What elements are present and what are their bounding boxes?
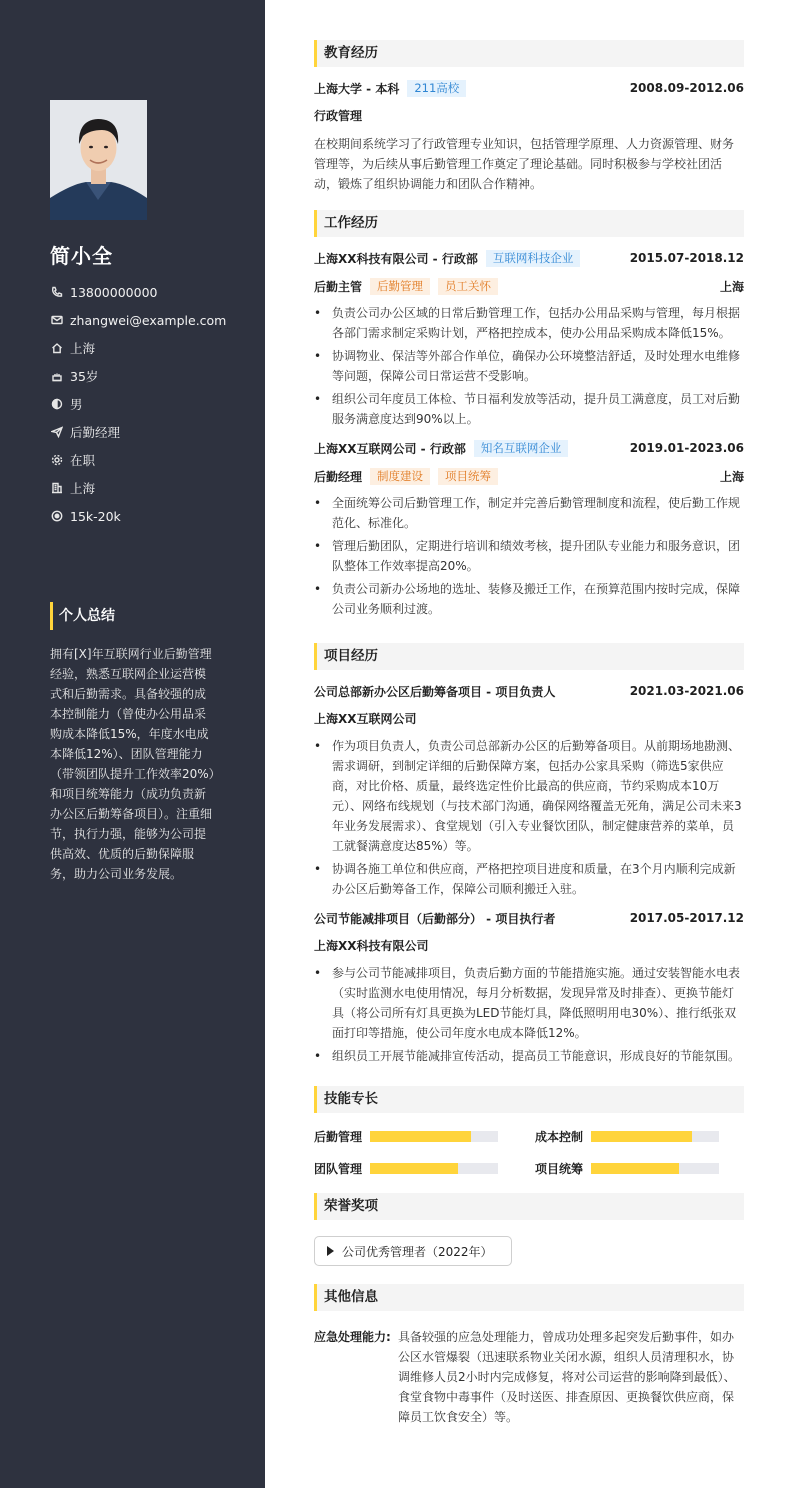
- info-phone-text: 13800000000: [70, 284, 158, 300]
- skill-bar-fill: [591, 1163, 679, 1174]
- candidate-name: 简小全: [50, 244, 113, 268]
- skill-name: 成本控制: [535, 1130, 584, 1144]
- job-duty-item: • 组织公司年度员工体检、节日福利发放等活动，提升员工满意度，员工对后勤服务满意度达到90%以上。: [314, 389, 744, 429]
- job-position: 后勤经理: [314, 469, 363, 484]
- education-date: 2008.09-2012.06: [629, 81, 744, 95]
- send-icon: [50, 425, 64, 439]
- phone-icon: [50, 285, 64, 299]
- skill-item: [314, 1159, 535, 1178]
- home-icon: [50, 341, 64, 355]
- job-header-row: [314, 439, 744, 457]
- awards-heading: 荣誉奖项: [314, 1193, 744, 1220]
- job-position: 后勤主管: [314, 279, 363, 294]
- skill-bar: [370, 1163, 498, 1174]
- age-icon: [50, 369, 64, 383]
- salary-icon: [50, 509, 64, 523]
- projects-heading: 项目经历: [314, 643, 744, 670]
- info-email: [50, 306, 226, 334]
- school-name: 上海大学 - 本科: [314, 81, 400, 96]
- job-date: 2015.07-2018.12: [629, 251, 744, 265]
- project-date: 2021.03-2021.06: [629, 684, 744, 698]
- job-company: 上海XX科技有限公司 - 行政部: [314, 251, 478, 266]
- job-position-row: [314, 277, 744, 295]
- sidebar: [0, 0, 265, 1488]
- job-duty-item: • 负责公司办公区域的日常后勤管理工作，包括办公用品采购与管理，每月根据各部门需求制定采购计划，严格把控成本，使办公用品采购成本降低15%。: [314, 303, 744, 343]
- info-age: [50, 362, 226, 390]
- info-salary: [50, 502, 226, 530]
- job-position-row: [314, 467, 744, 485]
- projects-section: [314, 643, 744, 1066]
- work-heading: 工作经历: [314, 210, 744, 237]
- skill-name: 后勤管理: [314, 1130, 363, 1144]
- job-city: 上海: [719, 279, 744, 294]
- project-name: 公司总部新办公区后勤筹备项目 - 项目负责人: [314, 684, 556, 699]
- education-heading: 教育经历: [314, 40, 744, 67]
- project-header-row: [314, 682, 744, 700]
- other-info-text: 具备较强的应急处理能力，曾成功处理多起突发后勤事件，如办公区水管爆裂（迅速联系物业关闭水源，组织人员清理积水，协调维修人员2小时内完成修复，将对公司运营的影响降到最低）、食堂食物中毒事件（及时送医、排查原因、更换餐饮供应商，保障员工饮食安全）等。: [398, 1330, 736, 1424]
- job-skill-tag: 员工关怀: [438, 278, 498, 295]
- job-duty-item: • 负责公司新办公场地的选址、装修及搬迁工作，在预算范围内按时完成，保障公司业务顺利过渡。: [314, 579, 744, 619]
- job-company: 上海XX互联网公司 - 行政部: [314, 441, 466, 456]
- project-details: [314, 963, 744, 1066]
- avatar: [50, 100, 147, 220]
- awards-section: [314, 1193, 744, 1266]
- skill-item: [535, 1127, 744, 1146]
- award-label: 公司优秀管理者（2022年）: [342, 1244, 493, 1259]
- info-status: [50, 446, 226, 474]
- project-name: 公司节能减排项目（后勤部分） - 项目执行者: [314, 911, 556, 926]
- mail-icon: [50, 313, 64, 327]
- job-header-row: [314, 249, 744, 267]
- main-content: [314, 40, 744, 1427]
- project-details: [314, 736, 744, 899]
- info-age-text: 35岁: [70, 369, 99, 384]
- project-detail-item: • 协调各施工单位和供应商，严格把控项目进度和质量，在3个月内顺利完成新办公区后勤筹备工作，保障公司顺利搬迁入驻。: [314, 859, 744, 899]
- job-entry: [314, 439, 744, 619]
- expand-triangle-icon: [327, 1246, 334, 1256]
- info-location-text: 上海: [70, 341, 96, 356]
- skills-heading: 技能专长: [314, 1086, 744, 1113]
- job-duty-item: • 协调物业、保洁等外部合作单位，确保办公环境整洁舒适，及时处理水电维修等问题，保障公司日常运营不受影响。: [314, 346, 744, 386]
- info-gender: [50, 390, 226, 418]
- skill-item: [535, 1159, 744, 1178]
- project-date: 2017.05-2017.12: [629, 911, 744, 925]
- education-header-row: [314, 79, 744, 97]
- job-skill-tag: 项目统筹: [438, 468, 498, 485]
- summary-text: 拥有[X]年互联网行业后勤管理经验，熟悉互联网企业运营模式和后勤需求。具备较强的成本控制能力（曾使办公用品采购成本降低15%，年度水电成本降低12%）、团队管理能力（带领团队提升工作效率20%）和项目统筹能力（成功负责新办公区后勤筹备项目）。注重细节，执行力强，能够为公司提供高效、优质的后勤保障服务，助力公司业务发展。: [50, 647, 215, 881]
- education-description: 在校期间系统学习了行政管理专业知识，包括管理学原理、人力资源管理、财务管理等，为后续从事后勤管理工作奠定了理论基础。同时积极参与学校社团活动，锻炼了组织协调能力和团队合作精神。: [314, 137, 735, 191]
- project-header-row: [314, 909, 744, 927]
- avatar-portrait-icon: [50, 100, 147, 220]
- job-duties: [314, 303, 744, 429]
- skill-bar: [591, 1131, 719, 1142]
- job-duty-item: • 管理后勤团队，定期进行培训和绩效考核，提升团队专业能力和服务意识，团队整体工作效率提高20%。: [314, 536, 744, 576]
- job-duty-item: • 全面统筹公司后勤管理工作，制定并完善后勤管理制度和流程，使后勤工作规范化、标准化。: [314, 493, 744, 533]
- skill-name: 团队管理: [314, 1162, 363, 1176]
- building-icon: [50, 481, 64, 495]
- school-tag: 211高校: [407, 80, 466, 97]
- skill-bar-fill: [591, 1131, 692, 1142]
- project-detail-item: • 组织员工开展节能减排宣传活动，提高员工节能意识，形成良好的节能氛围。: [314, 1046, 744, 1066]
- project-org: 上海XX科技有限公司: [314, 939, 429, 953]
- summary-heading: 个人总结: [50, 602, 115, 630]
- job-entry: [314, 249, 744, 429]
- skills-grid: [314, 1127, 744, 1178]
- skill-item: [314, 1127, 535, 1146]
- info-work-city: [50, 474, 226, 502]
- job-city: 上海: [719, 469, 744, 484]
- skill-bar: [370, 1131, 498, 1142]
- info-target-position-text: 后勤经理: [70, 425, 121, 440]
- project-detail-item: • 作为项目负责人，负责公司总部新办公区的后勤筹备项目。从前期场地勘测、需求调研，到制定详细的后勤保障方案，包括办公家具采购（筛选5家供应商，对比价格、质量，最终选定性价比最高的供应商，节约采购成本10万元）、网络布线规划（与技术部门沟通，确保网络覆盖无死角，满足公司未来3年业务发展需求）、食堂规划（引入专业餐饮团队，制定健康营养的菜单，员工就餐满意度达85%）等。: [314, 736, 744, 856]
- project-entry: [314, 682, 744, 899]
- project-entry: [314, 909, 744, 1066]
- project-detail-item: • 参与公司节能减排项目，负责后勤方面的节能措施实施。通过安装智能水电表（实时监测水电使用情况，每月分析数据，发现异常及时排查）、更换节能灯具（将公司所有灯具更换为LED节能灯具，降低照明用电30%）、推行纸张双面打印等措施，使公司年度水电成本降低12%。: [314, 963, 744, 1043]
- skills-section: [314, 1086, 744, 1178]
- info-gender-text: 男: [70, 397, 83, 412]
- skill-bar: [591, 1163, 719, 1174]
- job-company-tag: 互联网科技企业: [486, 250, 581, 267]
- skill-bar-fill: [370, 1131, 471, 1142]
- info-target-position: [50, 418, 226, 446]
- contact-info-list: [50, 278, 226, 530]
- other-section: [314, 1284, 744, 1427]
- info-location: [50, 334, 226, 362]
- other-info-label: 应急处理能力:: [314, 1330, 391, 1344]
- work-section: [314, 210, 744, 619]
- skill-name: 项目统筹: [535, 1162, 584, 1176]
- info-status-text: 在职: [70, 453, 96, 468]
- info-phone: [50, 278, 226, 306]
- info-work-city-text: 上海: [70, 481, 96, 496]
- other-heading: 其他信息: [314, 1284, 744, 1311]
- gender-icon: [50, 397, 64, 411]
- education-major: 行政管理: [314, 109, 363, 123]
- info-salary-text: 15k-20k: [70, 508, 121, 524]
- job-company-tag: 知名互联网企业: [474, 440, 569, 457]
- job-skill-tag: 制度建设: [370, 468, 430, 485]
- job-skill-tag: 后勤管理: [370, 278, 430, 295]
- info-email-text: zhangwei@example.com: [70, 312, 227, 328]
- award-toggle[interactable]: [314, 1236, 512, 1266]
- skill-bar-fill: [370, 1163, 458, 1174]
- project-org: 上海XX互联网公司: [314, 712, 417, 726]
- other-info-row: [314, 1327, 744, 1427]
- status-icon: [50, 453, 64, 467]
- job-duties: [314, 493, 744, 619]
- job-date: 2019.01-2023.06: [629, 441, 744, 455]
- education-section: [314, 40, 744, 194]
